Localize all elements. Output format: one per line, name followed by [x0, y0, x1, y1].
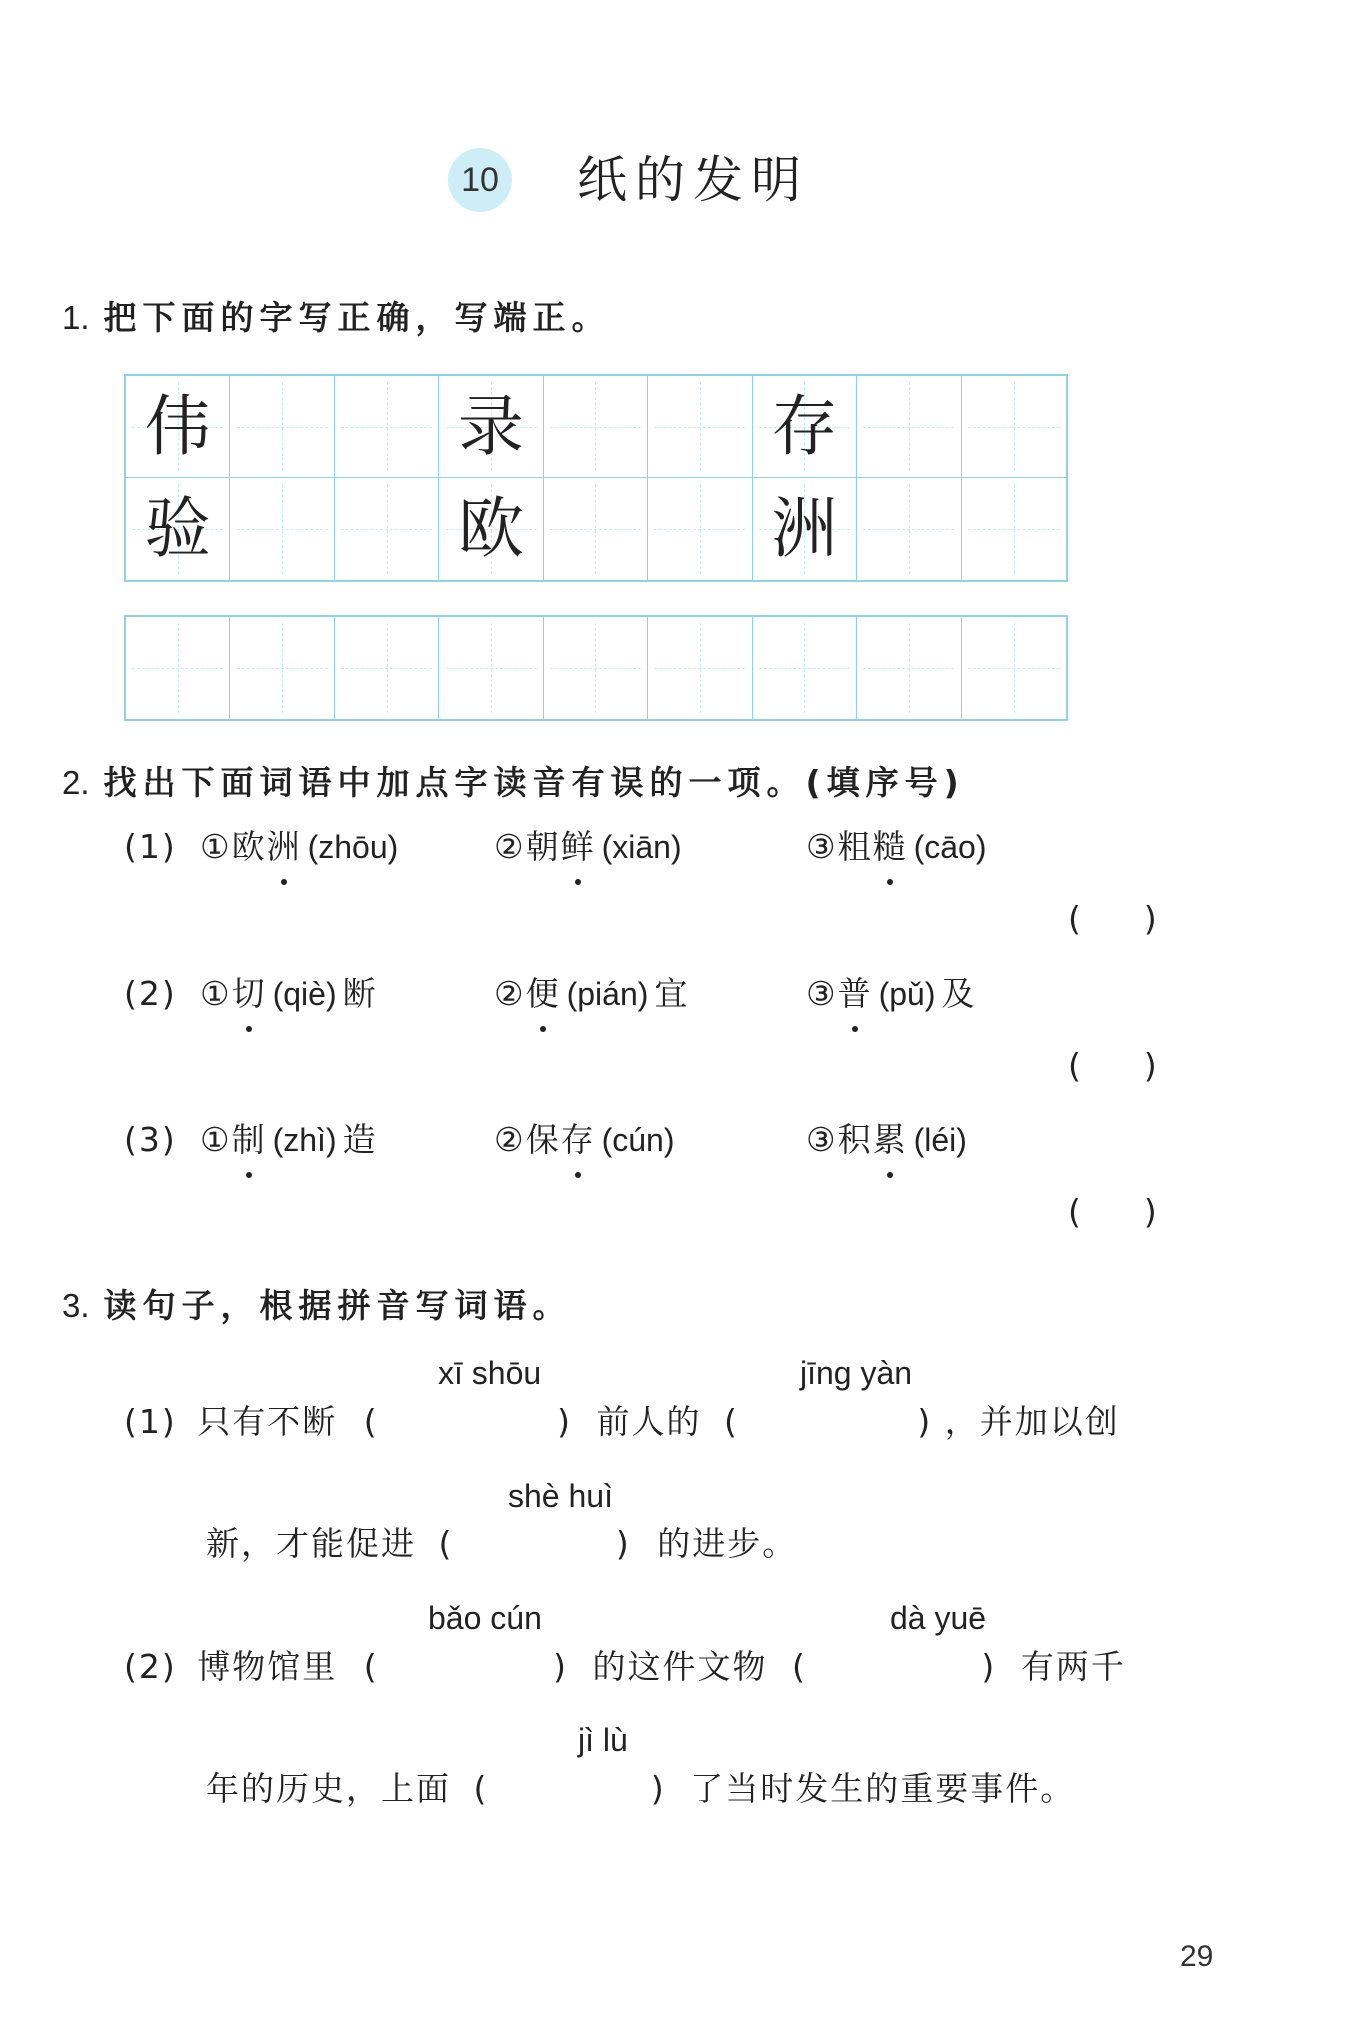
option-marker: ②	[494, 827, 526, 866]
grid-cell[interactable]	[126, 478, 230, 580]
option-text: 造	[342, 1120, 378, 1159]
s1-blank-2-close: )	[917, 1402, 933, 1441]
s2-pinyin-1: bǎo cún	[428, 1600, 542, 1636]
grid-cell[interactable]	[335, 478, 439, 580]
grid-cell[interactable]	[230, 376, 334, 478]
s1-label: (1)	[124, 1402, 177, 1441]
pinyin-reading: (zhì)	[272, 1122, 337, 1158]
s1-blank-1-close: )	[557, 1402, 572, 1441]
option-marker: ②	[494, 974, 526, 1013]
option-text: 粗	[837, 827, 873, 866]
pinyin-reading: (qiè)	[272, 976, 337, 1012]
q2-number: 2.	[62, 764, 90, 801]
pinyin-reading: (cāo)	[913, 829, 987, 865]
option-text: 及	[941, 974, 977, 1013]
q2-item-label: (3)	[124, 1120, 177, 1159]
grid-cell[interactable]	[126, 376, 230, 478]
option-text: 朝	[525, 827, 561, 866]
dotted-character: 糙	[873, 825, 908, 869]
q2-option	[494, 1118, 681, 1162]
model-character: 伟	[144, 388, 211, 465]
q3-text: 读句子，根据拼音写词语。	[103, 1286, 572, 1325]
grid-cell[interactable]	[857, 478, 961, 580]
dotted-character: 累	[873, 1118, 908, 1162]
lesson-number-badge: 10	[448, 148, 512, 212]
s1-pinyin-3: shè huì	[508, 1478, 613, 1514]
s2-text-b: 的这件文物	[592, 1647, 768, 1686]
option-text: 保	[525, 1120, 561, 1159]
grid-cell[interactable]	[962, 376, 1066, 478]
grid-cell[interactable]	[335, 617, 439, 719]
s1-blank-3-close: )	[615, 1524, 631, 1563]
q2-item-label: (2)	[124, 974, 177, 1013]
model-character: 验	[144, 490, 211, 567]
s1-text-b: 前人的	[596, 1402, 702, 1441]
grid-cell[interactable]	[648, 617, 752, 719]
dotted-character: 切	[232, 972, 267, 1016]
pinyin-reading: (léi)	[913, 1122, 967, 1158]
s2-label: (2)	[124, 1647, 177, 1686]
grid-cell[interactable]	[230, 478, 334, 580]
grid-cell[interactable]	[439, 376, 543, 478]
s2-line-2	[206, 1767, 1075, 1811]
model-character: 欧	[458, 490, 525, 567]
grid-cell[interactable]	[230, 617, 334, 719]
grid-cell[interactable]	[753, 478, 857, 580]
option-marker: ③	[806, 1120, 838, 1159]
s1-blank-1-open: (	[363, 1402, 379, 1441]
option-text: 积	[837, 1120, 873, 1159]
pinyin-reading: (pián)	[566, 976, 649, 1012]
lesson-title: 纸的发明	[577, 151, 809, 209]
pinyin-reading: (pǔ)	[878, 976, 936, 1012]
dotted-character: 便	[526, 972, 561, 1016]
q2-text: 找出下面词语中加点字读音有误的一项。(填序号)	[103, 763, 965, 802]
s2-blank-2-close: )	[981, 1647, 997, 1686]
pinyin-reading: (xiān)	[601, 829, 682, 865]
page-number: 29	[1180, 1940, 1214, 1973]
option-marker: ①	[200, 974, 232, 1013]
grid-cell[interactable]	[439, 617, 543, 719]
model-character: 录	[458, 388, 525, 465]
practice-writing-grid	[124, 615, 1068, 721]
q3-heading	[62, 1280, 572, 1327]
option-marker: ①	[200, 827, 232, 866]
pinyin-reading: (zhōu)	[307, 829, 399, 865]
s1-pinyin-2: jīng yàn	[800, 1355, 913, 1391]
grid-cell[interactable]	[126, 617, 230, 719]
s2-text-e: 了当时发生的重要事件。	[690, 1769, 1076, 1808]
s2-pinyin-2: dà yuē	[890, 1600, 987, 1636]
option-marker: ②	[494, 1120, 526, 1159]
q2-heading	[62, 757, 965, 804]
s1-line-2	[206, 1522, 797, 1566]
s2-text-a: 博物馆里	[197, 1647, 338, 1686]
dotted-character: 鲜	[561, 825, 596, 869]
option-marker: ③	[806, 974, 838, 1013]
q2-option	[806, 825, 993, 869]
q2-item-label: (1)	[124, 827, 177, 866]
option-marker: ③	[806, 827, 838, 866]
s2-blank-1-open: (	[363, 1647, 379, 1686]
grid-cell[interactable]	[648, 478, 752, 580]
s1-text-d: 新，才能促进	[206, 1524, 416, 1563]
grid-cell[interactable]	[753, 617, 857, 719]
answer-blank[interactable]: ( )	[1068, 1192, 1157, 1231]
answer-blank[interactable]: ( )	[1068, 899, 1157, 938]
s2-line-1	[124, 1645, 1126, 1689]
grid-cell[interactable]	[648, 376, 752, 478]
pinyin-reading: (cún)	[601, 1122, 675, 1158]
s2-blank-3-open: (	[473, 1769, 489, 1808]
s1-line-1	[124, 1400, 1120, 1444]
q2-option	[494, 972, 689, 1016]
q2-option	[200, 972, 378, 1016]
q1-heading	[62, 292, 611, 339]
s1-pinyin-1: xī shōu	[438, 1355, 542, 1391]
s1-text-e: 的进步。	[657, 1524, 798, 1563]
s2-blank-2-open: (	[792, 1647, 807, 1686]
s1-text-a: 只有不断	[197, 1402, 338, 1441]
q2-option	[200, 1118, 378, 1162]
s1-blank-3-open: (	[438, 1524, 454, 1563]
q2-option	[806, 972, 977, 1016]
grid-cell[interactable]	[857, 617, 961, 719]
model-character: 洲	[771, 490, 838, 567]
grid-cell[interactable]	[962, 478, 1066, 580]
option-text: 宜	[654, 974, 690, 1013]
s2-text-c: 有两千	[1020, 1647, 1126, 1686]
grid-cell[interactable]	[439, 478, 543, 580]
q2-option	[200, 825, 404, 869]
option-text: 断	[342, 974, 378, 1013]
grid-cell[interactable]	[753, 376, 857, 478]
dotted-character: 存	[561, 1118, 596, 1162]
s2-blank-1-close: )	[553, 1647, 568, 1686]
q2-option	[494, 825, 688, 869]
grid-cell[interactable]	[857, 376, 961, 478]
s2-blank-3-close: )	[650, 1769, 666, 1808]
grid-cell[interactable]	[962, 617, 1066, 719]
s2-text-d: 年的历史，上面	[206, 1769, 451, 1808]
s2-pinyin-3: jì lù	[578, 1722, 628, 1758]
grid-cell[interactable]	[544, 617, 648, 719]
character-writing-grid	[124, 374, 1068, 582]
dotted-character: 洲	[267, 825, 302, 869]
grid-cell[interactable]	[544, 478, 648, 580]
q3-number: 3.	[62, 1287, 90, 1324]
s1-text-c: ，并加以创	[944, 1402, 1120, 1441]
grid-cell[interactable]	[335, 376, 439, 478]
answer-blank[interactable]: ( )	[1068, 1046, 1157, 1085]
grid-cell[interactable]	[544, 376, 648, 478]
dotted-character: 制	[232, 1118, 267, 1162]
option-marker: ①	[200, 1120, 232, 1159]
q2-option	[806, 1118, 973, 1162]
q1-number: 1.	[62, 299, 90, 336]
s1-blank-2-open: (	[724, 1402, 739, 1441]
q1-text: 把下面的字写正确，写端正。	[103, 298, 611, 337]
model-character: 存	[771, 388, 838, 465]
option-text: 欧	[231, 827, 267, 866]
dotted-character: 普	[838, 972, 873, 1016]
